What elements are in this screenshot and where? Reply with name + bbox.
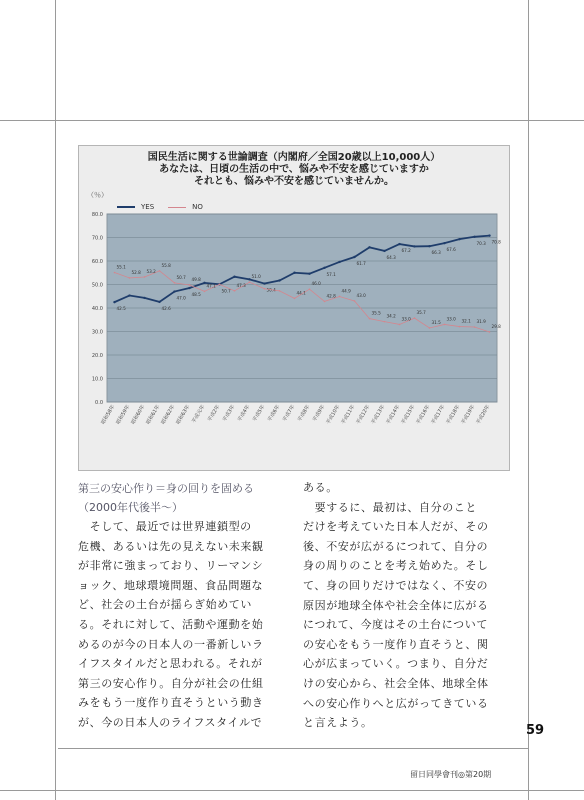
y-tick-label: 20.0 — [91, 353, 103, 359]
chart-plot — [79, 146, 511, 472]
x-tick-label: 平成13年 — [370, 404, 387, 426]
data-label-yes: 48.5 — [191, 292, 201, 298]
data-point-yes — [353, 256, 355, 258]
data-point-no — [204, 291, 206, 293]
x-tick-label: 平成20年 — [475, 404, 492, 426]
left-column — [78, 517, 264, 733]
text-line: ョック、地球環境問題、食品問題な — [78, 578, 264, 592]
data-label-no: 47.1 — [206, 283, 216, 289]
data-point-yes — [203, 282, 205, 284]
chart-title-line-2: あなたは、日頃の生活の中で、悩みや不安を感じていますか — [159, 164, 429, 175]
data-point-yes — [263, 282, 265, 284]
text-line: る。それに対して、活動や運動を始 — [78, 617, 264, 631]
text-line: めるのが今の日本人の一番新しいラ — [78, 637, 264, 651]
text-line: 心が広まっていく。つまり、自分だ — [303, 657, 489, 671]
data-point-yes — [293, 272, 295, 274]
data-point-yes — [383, 250, 385, 252]
data-label-no: 31.9 — [476, 319, 486, 325]
x-tick-label: 平成16年 — [415, 404, 432, 426]
data-point-yes — [368, 246, 370, 248]
chart-title-line-1: 国民生活に関する世論調査（内閣府／全国20歳以上10,000人） — [147, 152, 441, 163]
data-label-no: 43.0 — [356, 292, 366, 298]
data-label-yes: 70.8 — [491, 239, 501, 245]
data-point-no — [219, 283, 221, 285]
data-point-yes — [233, 276, 235, 278]
data-label-no: 35.7 — [416, 310, 426, 316]
y-tick-label: 60.0 — [91, 259, 103, 265]
data-point-yes — [188, 287, 190, 289]
data-label-no: 33.0 — [446, 316, 456, 322]
trim-line-left — [55, 0, 56, 800]
data-label-no: 44.9 — [341, 288, 351, 294]
data-point-yes — [248, 278, 250, 280]
data-label-yes: 50.4 — [266, 287, 276, 293]
x-tick-label: 平成15年 — [400, 404, 417, 426]
y-tick-label: 0.0 — [95, 400, 103, 406]
x-tick-label: 平成7年 — [281, 404, 297, 423]
x-tick-label: 昭和58年 — [100, 404, 117, 426]
text-line: 後、不安が広がるにつれて、自分の — [303, 539, 489, 553]
data-label-no: 44.1 — [296, 290, 306, 296]
data-point-yes — [473, 236, 475, 238]
data-label-yes: 42.6 — [161, 305, 171, 311]
x-tick-label: 平成4年 — [236, 404, 252, 423]
data-label-no: 51.0 — [251, 274, 261, 280]
x-tick-label: 平成9年 — [311, 404, 327, 423]
data-label-yes: 57.1 — [326, 271, 336, 277]
y-tick-label: 10.0 — [91, 376, 103, 383]
data-point-no — [249, 281, 251, 283]
data-point-no — [234, 290, 236, 292]
text-line: の安心をもう一度作り直そうと、関 — [303, 637, 489, 651]
data-point-yes — [458, 238, 460, 240]
data-point-no — [444, 324, 446, 326]
section-subheading: （2000年代後半〜） — [78, 501, 183, 514]
legend-no-label: NO — [192, 203, 203, 211]
text-line: ど、社会の土台が揺らぎ始めてい — [78, 598, 252, 612]
data-point-no — [384, 321, 386, 323]
data-label-yes: 42.5 — [116, 306, 126, 312]
data-point-no — [279, 290, 281, 292]
data-point-no — [414, 317, 416, 319]
data-point-no — [489, 331, 491, 333]
data-point-no — [294, 298, 296, 300]
trim-line-top — [0, 120, 584, 121]
right-column — [303, 478, 489, 733]
x-tick-label: 平成6年 — [266, 404, 282, 423]
x-tick-label: 平成元年 — [191, 404, 207, 425]
text-line: て、身の回りだけではなく、不安の — [303, 578, 489, 592]
data-point-no — [264, 288, 266, 290]
data-label-no: 31.5 — [431, 319, 441, 325]
text-line: への安心作りへと広がってきている — [303, 696, 489, 710]
legend-yes-label: YES — [141, 203, 155, 211]
chart-unit: （％） — [87, 191, 108, 199]
data-point-no — [189, 284, 191, 286]
data-point-yes — [173, 290, 175, 292]
data-point-no — [174, 282, 176, 284]
data-label-yes: 64.3 — [386, 254, 396, 260]
data-point-no — [399, 324, 401, 326]
y-tick-label: 70.0 — [91, 235, 103, 242]
x-tick-label: 平成2年 — [206, 404, 222, 423]
text-line: が非常に強まっており、リーマンシ — [78, 559, 264, 573]
data-point-yes — [413, 245, 415, 247]
data-point-no — [144, 276, 146, 278]
x-tick-label: 平成10年 — [325, 404, 342, 426]
x-tick-label: 昭和61年 — [145, 404, 162, 426]
trim-line-bottom — [0, 790, 584, 791]
data-label-no: 49.8 — [191, 276, 201, 282]
text-line: けの安心から、社会全体、地球全体 — [303, 676, 489, 690]
data-label-no: 29.8 — [491, 323, 501, 329]
data-point-no — [114, 272, 116, 274]
data-point-no — [369, 318, 371, 320]
x-tick-label: 昭和59年 — [115, 404, 132, 426]
data-label-yes: 50.7 — [221, 288, 231, 294]
text-line: 身の周りのことを考え始めた。そし — [303, 559, 489, 573]
text-line: と言えよう。 — [303, 716, 373, 730]
data-point-no — [459, 326, 461, 328]
data-point-no — [474, 326, 476, 328]
data-point-yes — [323, 267, 325, 269]
y-tick-label: 30.0 — [91, 329, 103, 336]
data-label-yes: 67.2 — [401, 248, 411, 254]
text-line: が、今の日本人のライフスタイルで — [78, 715, 263, 729]
data-point-no — [429, 327, 431, 329]
text-line: 原因が地球全体や社会全体に広がる — [303, 598, 489, 612]
x-tick-label: 平成18年 — [445, 404, 462, 426]
data-point-no — [159, 270, 161, 272]
data-label-no: 47.3 — [236, 282, 246, 288]
data-point-yes — [308, 272, 310, 274]
x-tick-label: 平成19年 — [460, 404, 477, 426]
y-tick-label: 80.0 — [91, 212, 103, 218]
text-line: につれて、今度はその土台について — [303, 618, 488, 632]
data-label-yes: 66.3 — [431, 250, 441, 256]
data-point-no — [129, 277, 131, 279]
y-tick-label: 50.0 — [91, 282, 103, 289]
data-label-yes: 67.6 — [446, 247, 456, 253]
data-label-yes: 47.0 — [176, 295, 186, 301]
text-line: みをもう一度作り直そうという動き — [78, 696, 264, 710]
data-point-yes — [128, 294, 130, 296]
x-tick-label: 昭和63年 — [175, 404, 192, 426]
x-tick-label: 昭和60年 — [130, 404, 147, 426]
data-point-yes — [143, 297, 145, 299]
data-point-no — [309, 288, 311, 290]
data-label-no: 33.0 — [401, 316, 411, 322]
chart-title-line-3: それとも、悩みや不安を感じていませんか。 — [194, 176, 394, 187]
data-point-yes — [158, 301, 160, 303]
data-label-no: 55.8 — [161, 262, 171, 268]
x-tick-label: 昭和62年 — [160, 404, 177, 426]
data-label-no: 53.2 — [146, 268, 156, 274]
data-label-no: 50.7 — [176, 274, 186, 280]
data-point-yes — [278, 279, 280, 281]
y-tick-label: 40.0 — [91, 306, 103, 312]
x-tick-label: 平成12年 — [355, 404, 372, 426]
text-line: 要するに、最初は、自分のこと — [303, 500, 477, 514]
data-point-no — [354, 300, 356, 302]
data-label-no: 35.5 — [371, 310, 381, 316]
text-line: 第三の安心作り。自分が社会の仕組 — [78, 676, 264, 690]
data-label-no: 46.0 — [311, 281, 321, 287]
x-tick-label: 平成17年 — [430, 404, 447, 426]
footer-rule — [58, 748, 528, 749]
data-point-no — [324, 301, 326, 303]
section-heading: 第三の安心作り＝身の回りを固める — [78, 482, 254, 495]
data-point-yes — [488, 234, 490, 236]
trim-line-right — [528, 0, 529, 800]
data-label-no: 52.8 — [131, 269, 141, 275]
x-tick-label: 平成8年 — [296, 404, 312, 423]
data-point-yes — [113, 301, 115, 303]
data-point-yes — [338, 261, 340, 263]
x-tick-label: 平成5年 — [251, 404, 267, 423]
x-tick-label: 平成14年 — [385, 404, 402, 426]
data-label-yes: 61.7 — [356, 261, 366, 267]
survey-chart — [78, 145, 510, 471]
text-line: そして、最近では世界連鎖型の — [78, 520, 252, 533]
text-line: 危機、あるいは先の見えない未来観 — [78, 539, 264, 553]
data-label-no: 34.2 — [386, 313, 396, 319]
data-point-yes — [398, 243, 400, 245]
text-line: ある。 — [303, 481, 338, 494]
data-point-yes — [428, 245, 430, 247]
data-label-yes: 70.3 — [476, 240, 486, 246]
data-point-yes — [443, 242, 445, 244]
data-label-no: 32.1 — [461, 318, 471, 324]
page-number: 59 — [526, 723, 545, 738]
data-label-no: 42.8 — [326, 293, 336, 299]
x-tick-label: 平成3年 — [221, 404, 237, 423]
data-label-no: 55.1 — [116, 264, 126, 270]
data-point-no — [339, 296, 341, 298]
text-line: イフスタイルだと思われる。それが — [78, 657, 263, 671]
footer-publication: 留日同學會刊◎第20期 — [410, 770, 492, 779]
text-line: だけを考えていた日本人だが、その — [303, 520, 489, 534]
x-tick-label: 平成11年 — [340, 404, 357, 426]
